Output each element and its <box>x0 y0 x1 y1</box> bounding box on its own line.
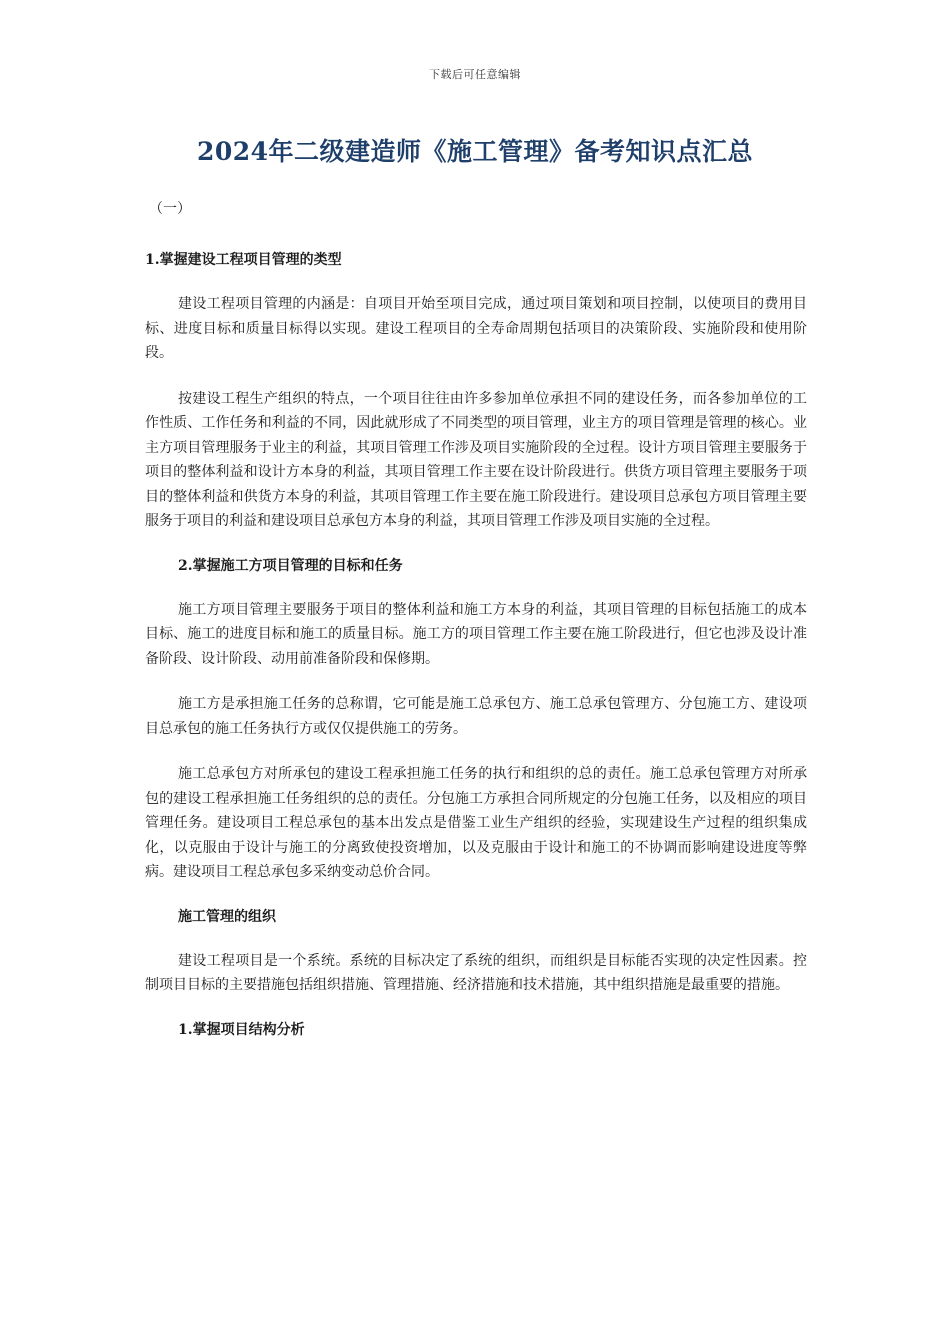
paragraph: 建设工程项目管理的内涵是：自项目开始至项目完成，通过项目策划和项目控制，以使项目的费用目标、进度目标和质量目标得以实现。建设工程项目的全寿命周期包括项目的决策阶段、实施阶段和使用阶段。 <box>145 296 807 361</box>
paragraph: 按建设工程生产组织的特点，一个项目往往由许多参加单位承担不同的建设任务，而各参加单位的工作性质、工作任务和利益的不同，因此就形成了不同类型的项目管理，业主方的项目管理是管理的核心。业主方项目管理服务于业主的利益，其项目管理工作涉及项目实施阶段的全过程。设计方项目管理主要服务于项目的整体利益和设计方本身的利益，其项目管理工作主要在设计阶段进行。供货方项目管理主要服务于项目的整体利益和供货方本身的利益，其项目管理工作主要在施工阶段进行。建设项目总承包方项目管理主要服务于项目的利益和建设项目总承包方本身的利益，其项目管理工作涉及项目实施的全过程。 <box>145 390 807 529</box>
document-body <box>145 198 807 1041</box>
heading-construction-organization: 施工管理的组织 <box>178 908 276 925</box>
paragraph: 施工方项目管理主要服务于项目的整体利益和施工方本身的利益，其项目管理的目标包括施工的成本目标、施工的进度目标和施工的质量目标。施工方的项目管理工作主要在施工阶段进行，但它也涉及设计准备阶段、设计阶段、动用前准备阶段和保修期。 <box>145 601 807 667</box>
heading-construction-goals-tasks: 2.掌握施工方项目管理的目标和任务 <box>178 557 403 574</box>
heading-project-structure-analysis: 1.掌握项目结构分析 <box>178 1021 305 1038</box>
document-title: 2024年二级建造师《施工管理》备考知识点汇总 <box>196 137 754 166</box>
paragraph: 建设工程项目是一个系统。系统的目标决定了系统的组织，而组织是目标能否实现的决定性因素。控制项目目标的主要措施包括组织措施、管理措施、经济措施和技术措施，其中组织措施是最重要的措施。 <box>145 952 807 993</box>
header-note: 下载后可任意编辑 <box>429 68 521 81</box>
paragraph: 施工总承包方对所承包的建设工程承担施工任务的执行和组织的总的责任。施工总承包管理方对所承包的建设工程承担施工任务组织的总的责任。分包施工方承担合同所规定的分包施工任务，以及相应的项目管理任务。建设项目工程总承包的基本出发点是借鉴工业生产组织的经验，实现建设生产过程的组织集成化，以克服由于设计与施工的分离致使投资增加，以及克服由于设计和施工的不协调而影响建设进度等弊病。建设项目工程总承包多采纳变动总价合同。 <box>145 766 807 880</box>
paragraph: 施工方是承担施工任务的总称谓，它可能是施工总承包方、施工总承包管理方、分包施工方、建设项目总承包的施工任务执行方或仅仅提供施工的劳务。 <box>145 696 807 737</box>
section-label: （一） <box>149 201 191 217</box>
heading-project-management-types: 1.掌握建设工程项目管理的类型 <box>145 252 342 268</box>
